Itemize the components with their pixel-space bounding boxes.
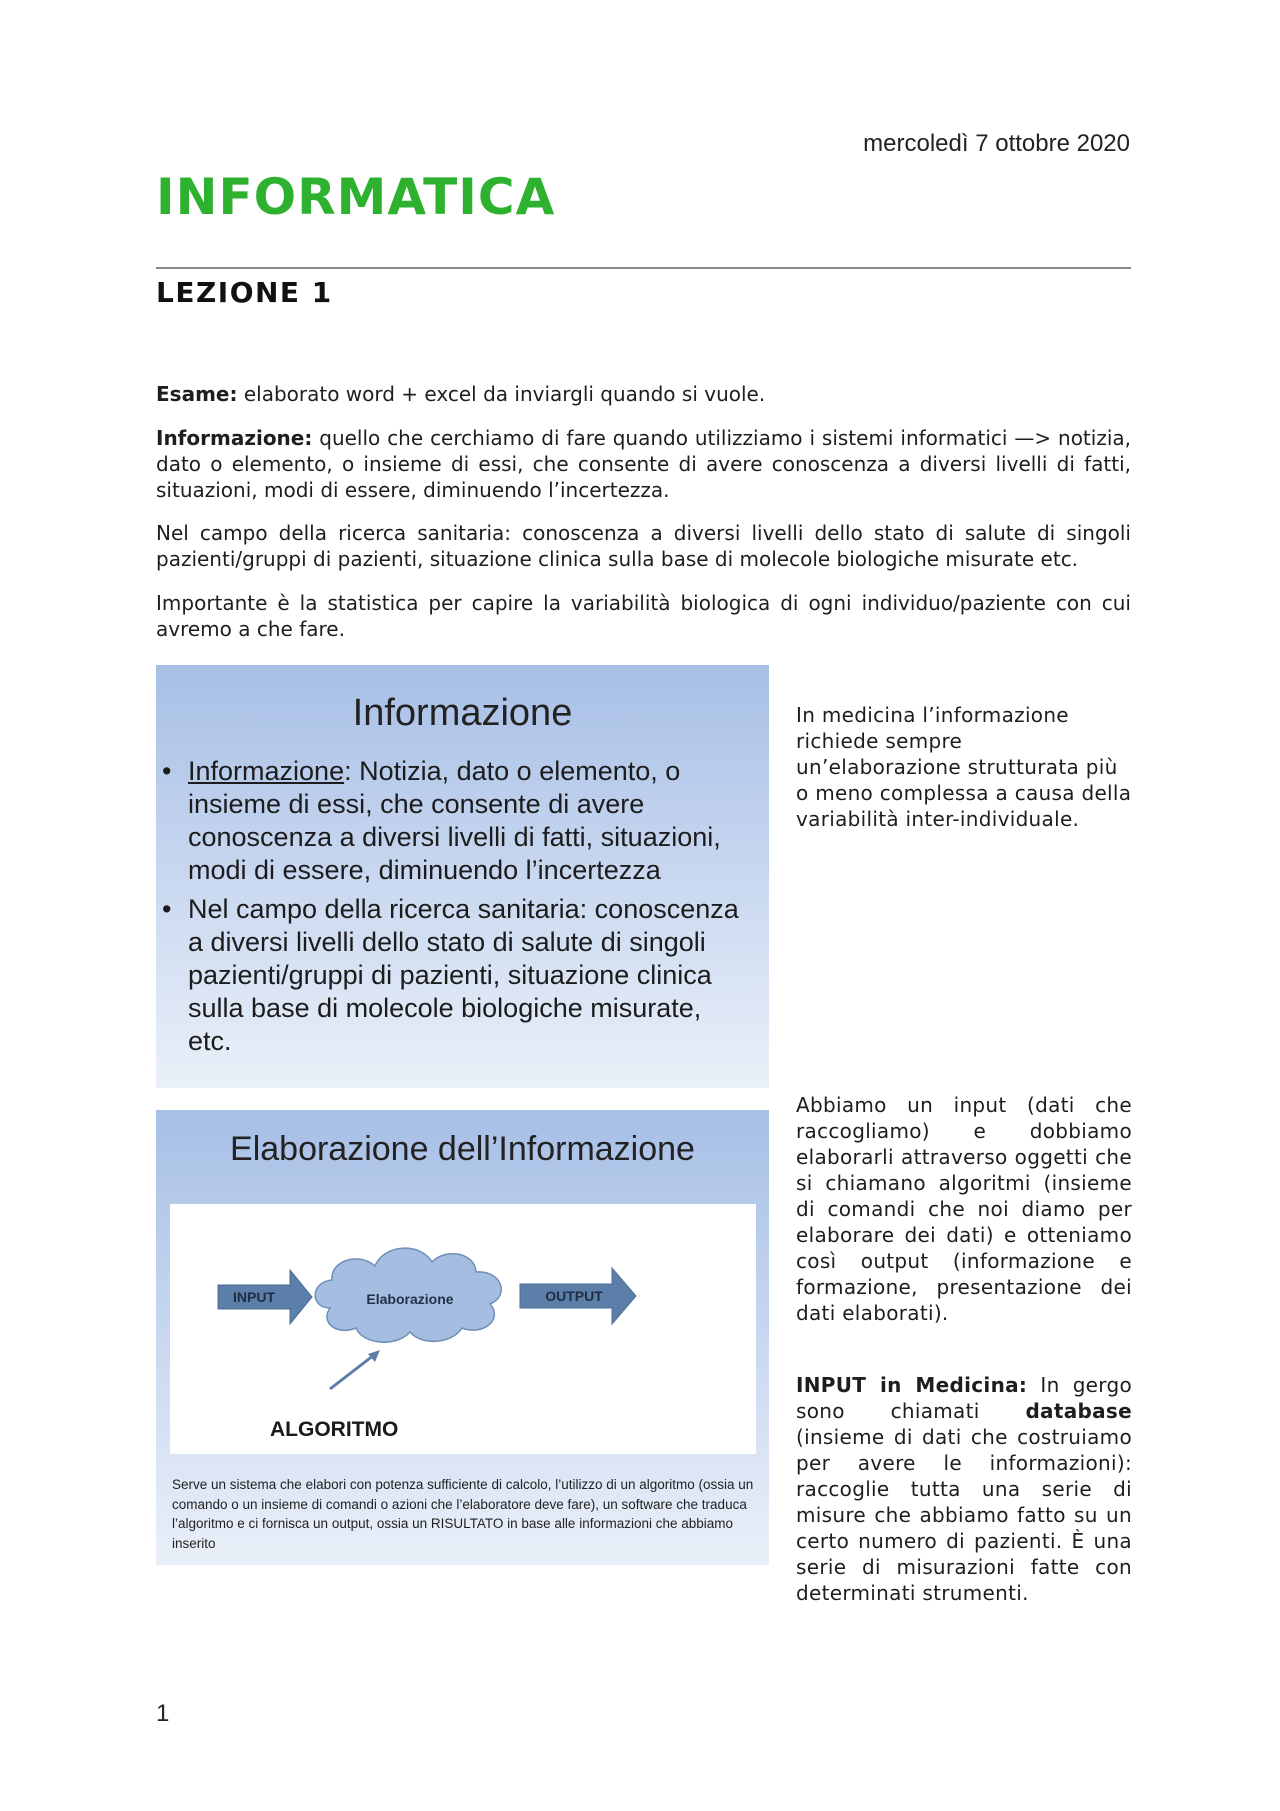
slide-title: Informazione <box>352 692 573 734</box>
database-pre: In gergo sono chiamati <box>796 1373 1132 1423</box>
health-paragraph: Nel campo della ricerca sanitaria: conoscenza a diversi livelli dello stato di salute di singoli pazienti/gruppi di pazienti, situazione clinica sulla base di molecole biologiche misurate etc. <box>156 521 1131 571</box>
slide-bullet: • Nel campo della ricerca sanitaria: conoscenza a diversi livelli dello stato di salute di singoli pazienti/gruppi di pazienti, situazione clinica sulla base di molecole biologiche misurate, etc. <box>188 893 748 1058</box>
exam-paragraph <box>156 381 1131 407</box>
database-post: (insieme di dati che costruiamo per avere le informazioni): raccoglie tutta una serie di misure che abbiamo fatto su un certo numero di pazienti. È una serie di misurazioni fatte con determinati strumenti. <box>796 1425 1132 1605</box>
slide-informazione <box>156 665 769 1088</box>
input-medicina-label: INPUT in Medicina: <box>796 1373 1028 1397</box>
side-note-database <box>796 1372 1132 1606</box>
bullet-text: : Notizia, dato o elemento, o insieme di essi, che consente di avere conoscenza a diversi livelli di fatti, situazioni, modi di essere, diminuendo l’incertezza <box>188 756 721 885</box>
slide-bullets <box>156 755 748 1064</box>
exam-text: elaborato word + excel da inviargli quando si vuole. <box>237 382 766 406</box>
slide-elaborazione <box>156 1110 769 1565</box>
output-label: OUTPUT <box>545 1288 603 1304</box>
diagram-svg <box>170 1204 756 1454</box>
processing-diagram <box>170 1204 756 1454</box>
database-term: database <box>1025 1399 1132 1423</box>
input-label: INPUT <box>233 1289 275 1305</box>
cloud-label: Elaborazione <box>366 1291 454 1307</box>
slide-bullet <box>188 755 748 887</box>
divider <box>156 267 1131 269</box>
input-arrow <box>218 1270 312 1324</box>
algorithm-arrow <box>330 1350 380 1389</box>
side-note-input-output: Abbiamo un input (dati che raccogliamo) e dobbiamo elaborarli attraverso oggetti che si chiamano algoritmi (insieme di comandi che noi diamo per elaborare dei dati) e otteniamo così output (informazione e formazione, presentazione dei dati elaborati). <box>796 1093 1132 1325</box>
page-number: 1 <box>156 1700 170 1727</box>
bullet-term: Informazione <box>188 756 345 786</box>
output-arrow <box>520 1268 636 1324</box>
info-label: Informazione: <box>156 426 313 450</box>
lesson-heading: LEZIONE 1 <box>156 276 333 309</box>
page-title: INFORMATICA <box>156 168 556 226</box>
info-paragraph <box>156 425 1131 503</box>
side-note-medicina: In medicina l’informazione richiede sempre un’elaborazione strutturata più o meno complessa a causa della variabilità inter-individuale. <box>796 703 1132 831</box>
date: mercoledì 7 ottobre 2020 <box>863 130 1130 157</box>
cloud-shape <box>315 1248 501 1342</box>
info-text: quello che cerchiamo di fare quando utilizziamo i sistemi informatici —> notizia, dato o elemento, o insieme di essi, che consente di avere conoscenza a diversi livelli di fatti, situazioni, modi di essere, diminuendo l’incertezza. <box>156 426 1131 502</box>
exam-label: Esame: <box>156 382 238 406</box>
algorithm-label: ALGORITMO <box>270 1418 399 1441</box>
slide-title: Elaborazione dell’Informazione <box>230 1130 695 1168</box>
slide-note: Serve un sistema che elabori con potenza sufficiente di calcolo, l’utilizzo di un algoritmo (ossia un comando o un insieme di comandi o azioni che l’elaboratore deve fare), un software che traduca l’algoritmo e ci fornisca un output, ossia un RISULTATO in base alle informazioni che abbiamo inserito <box>172 1477 754 1551</box>
statistics-paragraph: Importante è la statistica per capire la variabilità biologica di ogni individuo/paziente con cui avremo a che fare. <box>156 591 1131 641</box>
